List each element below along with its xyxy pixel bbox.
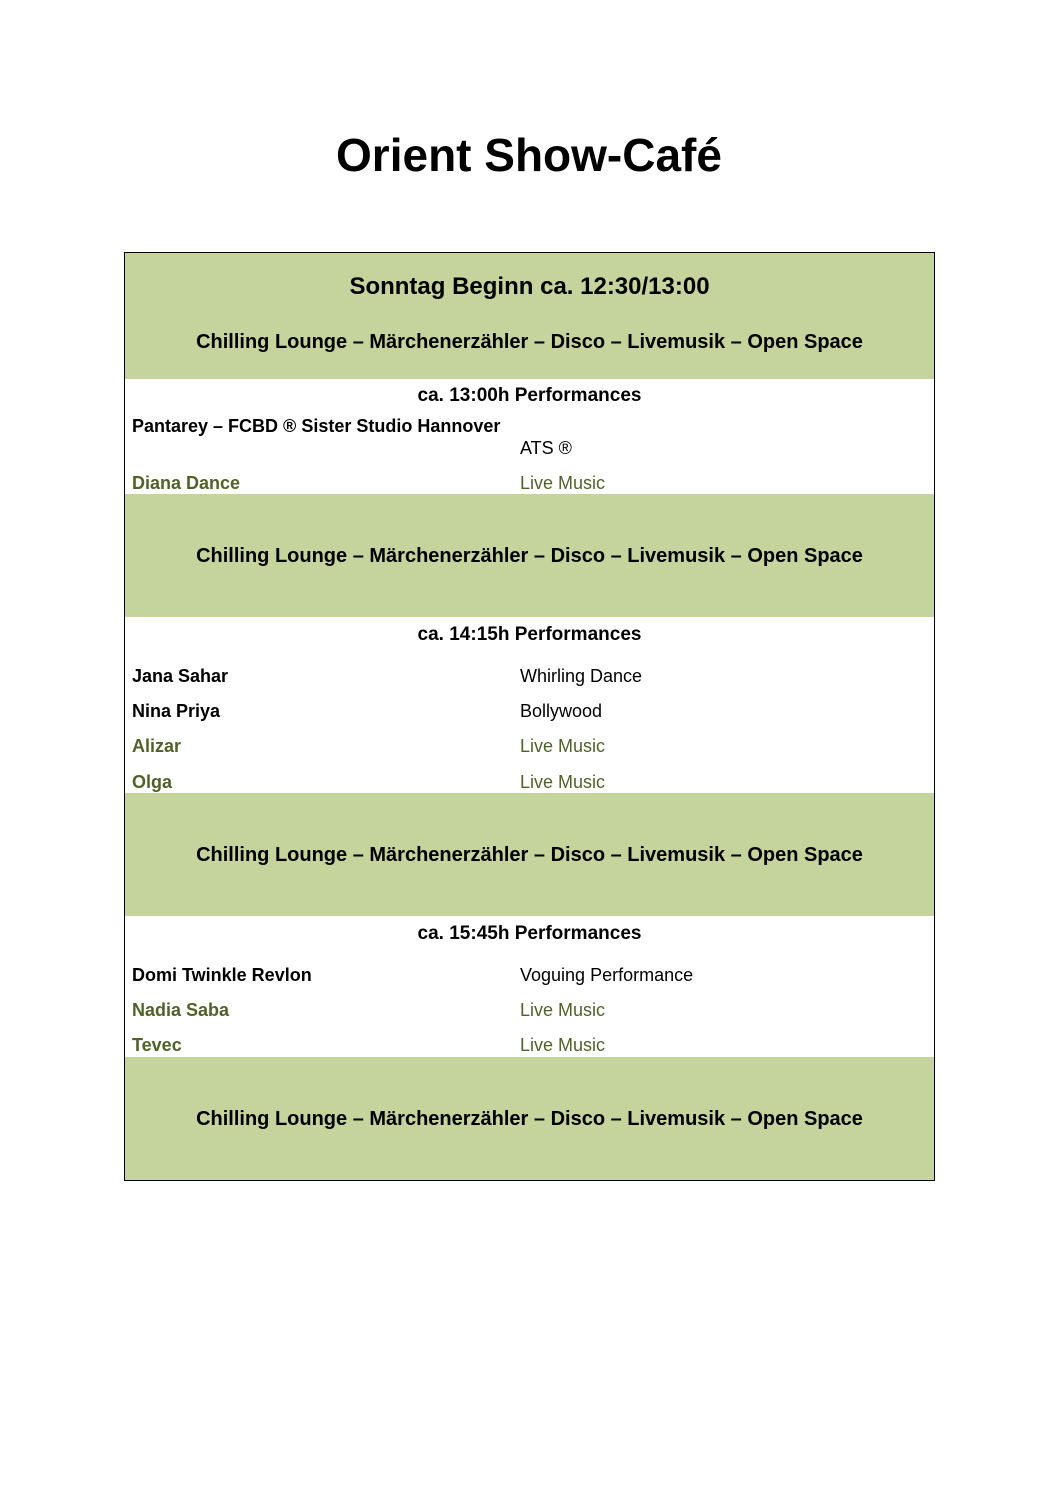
performance-type: Live Music	[520, 772, 606, 792]
performer-name: Nina Priya	[132, 701, 221, 721]
performance-type: ATS ®	[520, 438, 572, 458]
performer-name: Pantarey – FCBD ® Sister Studio Hannover	[132, 416, 501, 436]
activities-band	[125, 1057, 934, 1180]
performance-block-heading: ca. 15:45h Performances	[417, 923, 642, 944]
performance-block-heading: ca. 14:15h Performances	[417, 624, 642, 645]
performance-block-heading: ca. 13:00h Performances	[417, 385, 642, 406]
performance-type: Bollywood	[520, 701, 603, 721]
activities-text: Chilling Lounge – Märchenerzähler – Disco – Livemusik – Open Space	[196, 545, 863, 567]
performance-type: Live Music	[520, 1035, 606, 1055]
performer-name: Tevec	[132, 1035, 182, 1055]
performance-type: Live Music	[520, 473, 606, 493]
activities-band	[125, 793, 934, 916]
schedule-table	[124, 252, 935, 1181]
schedule-heading: Sonntag Beginn ca. 12:30/13:00	[349, 273, 710, 300]
performance-type: Whirling Dance	[520, 666, 643, 686]
activities-text: Chilling Lounge – Märchenerzähler – Disco – Livemusik – Open Space	[196, 331, 863, 353]
performer-name: Olga	[132, 772, 173, 792]
performer-name: Nadia Saba	[132, 1000, 230, 1020]
performer-name: Jana Sahar	[132, 666, 229, 686]
performance-type: Live Music	[520, 736, 606, 756]
header-band	[125, 253, 934, 379]
performer-name: Domi Twinkle Revlon	[132, 965, 312, 985]
performance-type: Voguing Performance	[520, 965, 694, 985]
performer-name: Alizar	[132, 736, 182, 756]
activities-text: Chilling Lounge – Märchenerzähler – Disco – Livemusik – Open Space	[196, 1108, 863, 1130]
performer-name: Diana Dance	[132, 473, 241, 493]
performance-type: Live Music	[520, 1000, 606, 1020]
activities-text: Chilling Lounge – Märchenerzähler – Disco – Livemusik – Open Space	[196, 844, 863, 866]
page-title: Orient Show-Café	[336, 129, 722, 181]
activities-band	[125, 494, 934, 617]
